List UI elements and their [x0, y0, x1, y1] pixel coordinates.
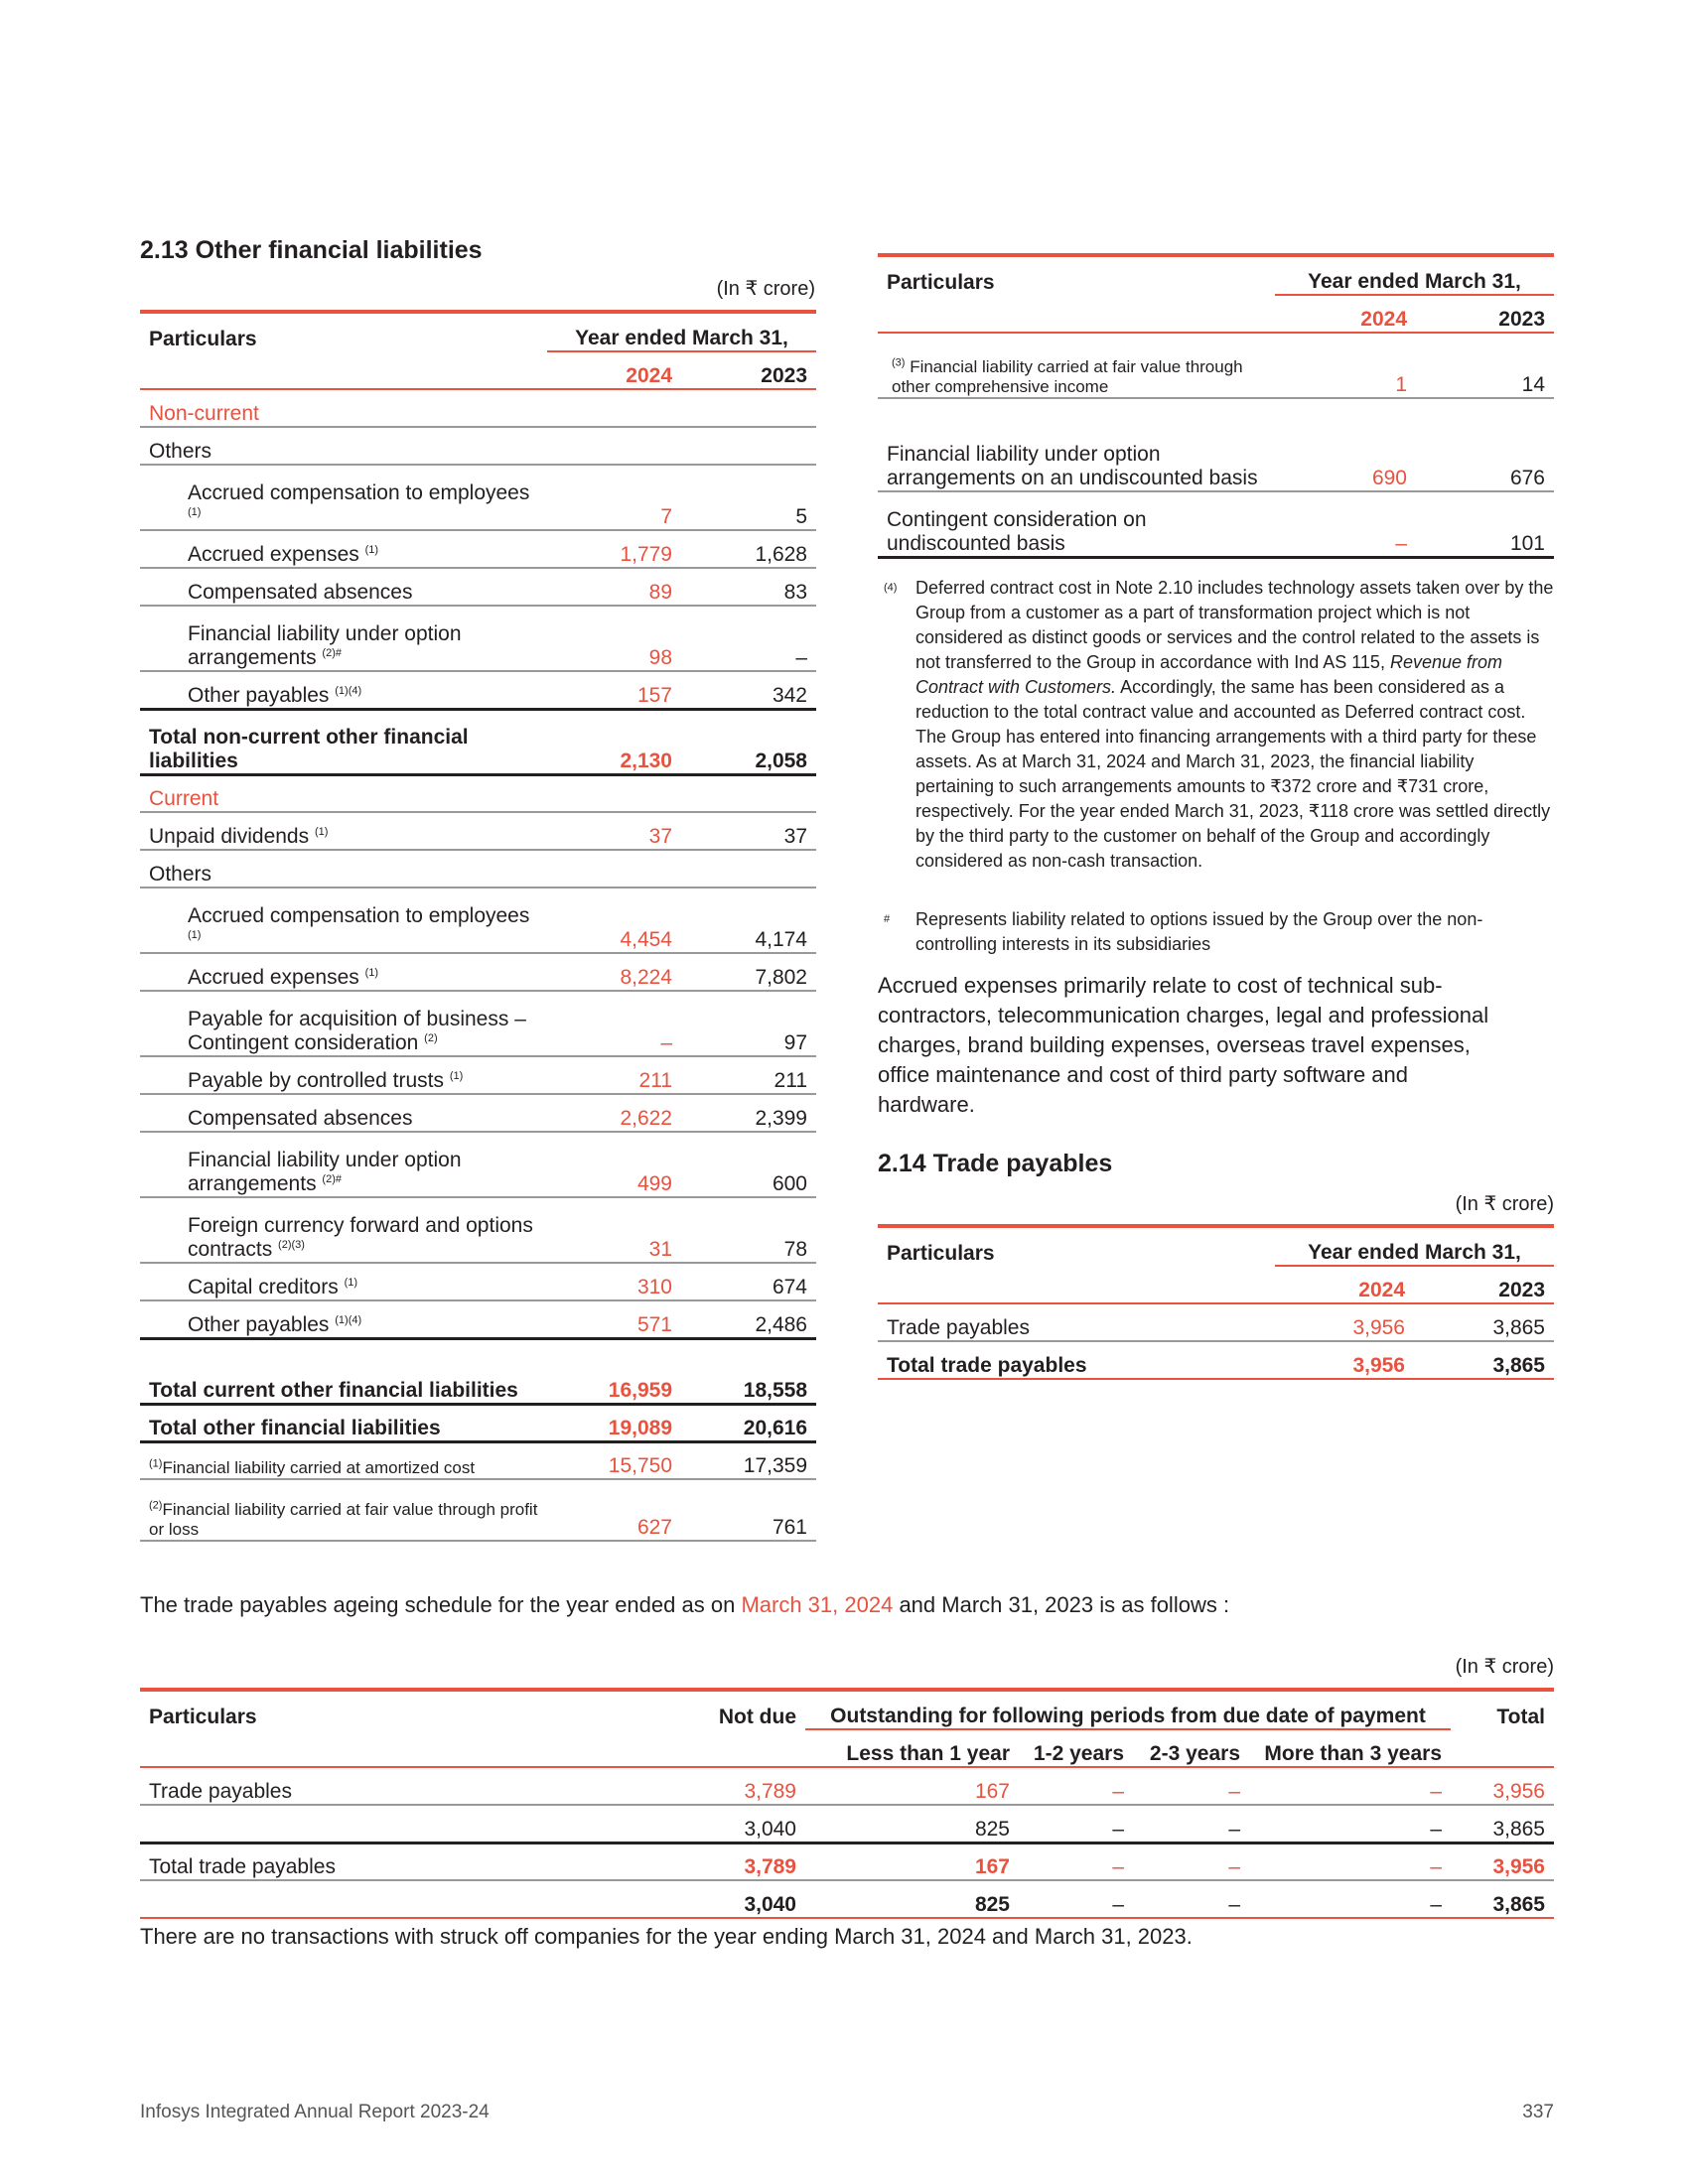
footnote-row: $^{(2)}$Financial liability carried at fair value through profit or loss 627 761	[140, 1479, 816, 1541]
value-2024: 1	[1275, 333, 1416, 398]
col-particulars: Particulars	[140, 1690, 686, 1729]
table-row: Accrued compensation to employees $^{(1)}$ 4,454 4,174	[140, 887, 816, 953]
total-row: Total trade payables 3,789 167 – – – 3,956	[140, 1843, 1554, 1880]
row-label: Accrued compensation to employees	[188, 904, 530, 927]
value-2024: 4,454	[547, 887, 681, 953]
value-2024: 19,089	[547, 1404, 681, 1441]
row-label: Other payables	[188, 683, 330, 707]
value-2023: 761	[681, 1479, 816, 1541]
row-label: Total non-current other financial liabilities	[140, 709, 547, 774]
value-2024: 16,959	[547, 1338, 681, 1404]
value-2023: 17,359	[681, 1441, 816, 1479]
table-row: Accrued compensation to employees $^{(1)}$ 7 5	[140, 465, 816, 530]
value-2024: 98	[547, 606, 681, 671]
table-row: Other payables $^{(1)(4)}$ 571 2,486	[140, 1300, 816, 1338]
value-2023: 1,628	[681, 530, 816, 568]
col-2024: 2024	[1275, 1266, 1414, 1303]
table-row	[140, 568, 816, 606]
table-row	[878, 398, 1554, 491]
col-more-than-3-years: More than 3 years	[1249, 1729, 1451, 1767]
value-2023: 2,399	[681, 1094, 816, 1132]
value-2024: 37	[547, 812, 681, 850]
page-number: 337	[1522, 2102, 1554, 2122]
value-2024: 157	[547, 671, 681, 709]
value-2023: 600	[681, 1132, 816, 1197]
value-2023: 2,486	[681, 1300, 816, 1338]
table-row: Payable for acquisition of business – Contingent consideration $^{(2)}$ – 97	[140, 991, 816, 1056]
table-row: Financial liability under option arrangements $^{(2)\#}$ 499 600	[140, 1132, 816, 1197]
value-2024: 2,622	[547, 1094, 681, 1132]
row-label: Financial liability under option arrangements	[188, 1149, 462, 1195]
col-2024: 2024	[547, 351, 681, 389]
value-2024: 31	[547, 1197, 681, 1263]
others-heading: Others	[140, 427, 816, 465]
row-label: Accrued expenses	[188, 543, 359, 566]
value-2023: 5	[681, 465, 816, 530]
value-2024: 8,224	[547, 953, 681, 991]
value-2023: 97	[681, 991, 816, 1056]
value-2023: 676	[1416, 398, 1554, 491]
value-2024: 2,130	[547, 709, 681, 774]
other-financial-liabilities-table	[140, 310, 816, 1542]
footer-report-title: Infosys Integrated Annual Report 2023-24	[140, 2102, 490, 2122]
value-2024: 3,956	[1275, 1303, 1414, 1341]
row-label: Total trade payables	[140, 1843, 686, 1880]
total-row	[878, 1341, 1554, 1379]
col-2-3-years: 2-3 years	[1133, 1729, 1249, 1767]
value-2023: 3,865	[1414, 1303, 1554, 1341]
row-label: Contingent consideration on undiscounted basis	[878, 491, 1275, 557]
row-label: Accrued compensation to employees	[188, 481, 530, 504]
table-row: Trade payables 3,789 167 – – – 3,956	[140, 1767, 1554, 1805]
value-2023: 342	[681, 671, 816, 709]
table-row: Foreign currency forward and options contracts $^{(2)(3)}$ 31 78	[140, 1197, 816, 1263]
row-label: Compensated absences	[140, 568, 547, 606]
total-row: 3,040 825 – – – 3,865	[140, 1880, 1554, 1918]
col-year-ended: Year ended March 31,	[1275, 1226, 1554, 1266]
row-label: Total current other financial liabilities	[140, 1338, 547, 1404]
table-row: Unpaid dividends $^{(1)}$ 37 37	[140, 812, 816, 850]
value-2023: 101	[1416, 491, 1554, 557]
footnote-4: (4) Deferred contract cost in Note 2.10 includes technology assets taken over by the Group from a customer as a part of transformation project which is not considered as distinct goods or services and the control related to the assets is not transferred to the Group in accordance with Ind AS 115, Revenue from Contract with Customers. Accordingly, the same has been considered as a reduction to the total contract value and accounted as Deferred contract cost. The Group has entered into financing arrangements with a third party for these assets. As at March 31, 2024 and March 31, 2023, the financial liability pertaining to such arrangements amounts to ₹372 crore and ₹731 crore, respectively. For the year ended March 31, 2023, ₹118 crore was settled directly by the third party to the customer on behalf of the Group and accordingly considered as non-cash transaction.	[884, 578, 1554, 871]
total-row	[140, 709, 816, 774]
row-label: Payable by controlled trusts	[188, 1069, 444, 1092]
grand-total-row	[140, 1404, 816, 1441]
value-2024: 627	[547, 1479, 681, 1541]
value-2024: 1,779	[547, 530, 681, 568]
value-2024: –	[547, 991, 681, 1056]
col-outstanding: Outstanding for following periods from due date of payment	[805, 1690, 1451, 1729]
col-particulars: Particulars	[878, 255, 1275, 295]
row-label: Total other financial liabilities	[140, 1404, 547, 1441]
value-2024: 15,750	[547, 1441, 681, 1479]
col-total: Total	[1451, 1690, 1554, 1729]
value-2024: 499	[547, 1132, 681, 1197]
value-2023: 4,174	[681, 887, 816, 953]
col-particulars: Particulars	[878, 1226, 1275, 1266]
non-current-heading: Non-current	[140, 389, 816, 427]
row-label: Financial liability carried at fair value through other comprehensive income	[892, 357, 1243, 396]
row-label: Accrued expenses	[188, 966, 359, 989]
col-year-ended: Year ended March 31,	[1275, 255, 1554, 295]
table-row: Capital creditors $^{(1)}$ 310 674	[140, 1263, 816, 1300]
accrued-expenses-paragraph: Accrued expenses primarily relate to cost of technical sub-contractors, telecommunication charges, legal and professional charges, brand building expenses, overseas travel expenses, office maintenance and cost of third party software and hardware.	[878, 973, 1489, 1117]
row-label: Foreign currency forward and options contracts	[188, 1214, 533, 1261]
value-2023: 7,802	[681, 953, 816, 991]
value-2023: 14	[1416, 333, 1554, 398]
value-2023: –	[681, 606, 816, 671]
row-label: Total trade payables	[878, 1341, 1275, 1379]
table-row	[878, 1303, 1554, 1341]
value-2023: 83	[681, 568, 816, 606]
col-2023: 2023	[1414, 1266, 1554, 1303]
col-less-than-1-year: Less than 1 year	[805, 1729, 1019, 1767]
row-label: Trade payables	[878, 1303, 1275, 1341]
trade-payables-table	[878, 1224, 1554, 1380]
note-2-14-unit: (In ₹ crore)	[1455, 1193, 1554, 1215]
col-1-2-years: 1-2 years	[1019, 1729, 1133, 1767]
col-2024: 2024	[1275, 295, 1416, 333]
struck-off-statement: There are no transactions with struck off companies for the year ending March 31, 2024 and March 31, 2023.	[140, 1924, 1193, 1949]
value-2023: 37	[681, 812, 816, 850]
ageing-unit: (In ₹ crore)	[1455, 1656, 1554, 1678]
value-2023: 211	[681, 1056, 816, 1094]
value-2024: 89	[547, 568, 681, 606]
note-2-13-title: 2.13 Other financial liabilities	[140, 236, 483, 264]
col-not-due: Not due	[686, 1690, 805, 1729]
value-2023: 78	[681, 1197, 816, 1263]
ageing-intro: The trade payables ageing schedule for the year ended as on March 31, 2024 and March 31, 2023 is as follows :	[140, 1592, 1230, 1617]
ageing-schedule-table	[140, 1688, 1554, 1919]
col-particulars: Particulars	[140, 312, 547, 351]
row-label: Financial liability carried at fair value through profit or loss	[149, 1500, 538, 1539]
row-label: Unpaid dividends	[149, 825, 310, 848]
row-label: Other payables	[188, 1312, 330, 1336]
total-row	[140, 1338, 816, 1404]
value-2024: 690	[1275, 398, 1416, 491]
fair-value-continuation-table	[878, 253, 1554, 559]
value-2023: 674	[681, 1263, 816, 1300]
footnote-hash: # Represents liability related to options issued by the Group over the non-controlling interests in its subsidiaries	[884, 909, 1483, 954]
value-2023: 18,558	[681, 1338, 816, 1404]
current-heading: Current	[140, 774, 816, 812]
value-2024: 211	[547, 1056, 681, 1094]
row-label: Payable for acquisition of business – Contingent consideration	[188, 1008, 526, 1054]
value-2024: 571	[547, 1300, 681, 1338]
table-row: Payable by controlled trusts $^{(1)}$ 211 211	[140, 1056, 816, 1094]
value-2023: 3,865	[1414, 1341, 1554, 1379]
value-2023: 2,058	[681, 709, 816, 774]
value-2024: –	[1275, 491, 1416, 557]
value-2024: 310	[547, 1263, 681, 1300]
value-2024: 7	[547, 465, 681, 530]
row-label: Trade payables	[140, 1767, 686, 1805]
row-label: Capital creditors	[188, 1276, 339, 1298]
table-row: Financial liability under option arrangements $^{(2)\#}$ 98 –	[140, 606, 816, 671]
others-heading: Others	[140, 850, 816, 887]
table-row: 3,040 825 – – – 3,865	[140, 1805, 1554, 1843]
table-row: Other payables $^{(1)(4)}$ 157 342	[140, 671, 816, 709]
table-row	[140, 1094, 816, 1132]
note-2-14-title: 2.14 Trade payables	[878, 1150, 1113, 1177]
note-2-13-unit: (In ₹ crore)	[716, 278, 815, 300]
value-2024: 3,956	[1275, 1341, 1414, 1379]
footnote-row: $^{(1)}$Financial liability carried at amortized cost 15,750 17,359	[140, 1441, 816, 1479]
table-row: Accrued expenses $^{(1)}$ 1,779 1,628	[140, 530, 816, 568]
row-label: Financial liability under option arrangements	[188, 622, 462, 669]
row-label: Financial liability under option arrangements on an undiscounted basis	[878, 398, 1275, 491]
table-row: $^{(3)}$ Financial liability carried at fair value through other comprehensive income 1 14	[878, 333, 1554, 398]
row-label: Financial liability carried at amortized cost	[162, 1458, 476, 1477]
col-2023: 2023	[681, 351, 816, 389]
table-row: Accrued expenses $^{(1)}$ 8,224 7,802	[140, 953, 816, 991]
table-row	[878, 491, 1554, 557]
row-label: Compensated absences	[140, 1094, 547, 1132]
col-2023: 2023	[1416, 295, 1554, 333]
value-2023: 20,616	[681, 1404, 816, 1441]
col-year-ended: Year ended March 31,	[547, 312, 816, 351]
